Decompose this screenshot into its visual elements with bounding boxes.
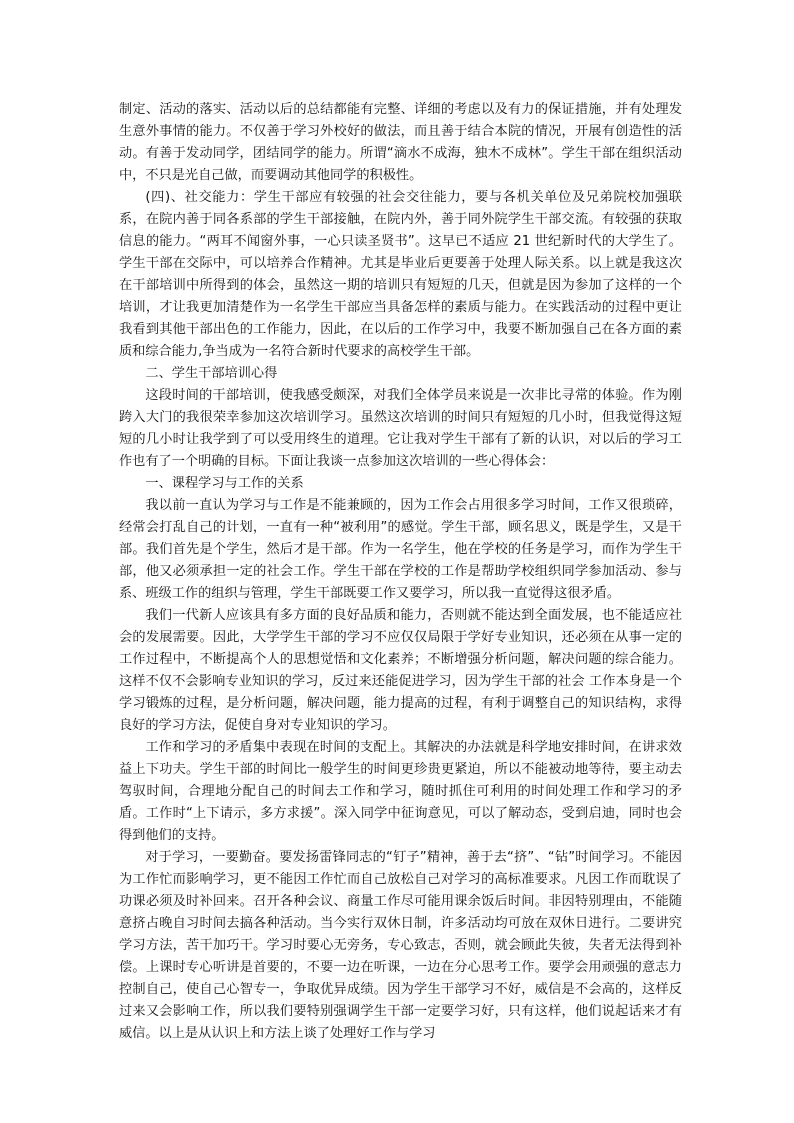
section-heading-training-experience: 二、学生干部培训心得 [145, 366, 278, 381]
paragraph-time-management: 工作和学习的矛盾集中表现在时间的支配上。其解决的办法就是科学地安排时间，在讲求效益上下功夫。学生干部的时间比一般学生的时间更珍贵更紧迫，所以不能被动地等待，要主动去驾驭时间，合理地分配自己的时间去工作和学习，随时抓住可利用的时间处理工作和学习的矛盾。工作时“上下请示，多方求援”。深入同学中征询意见，可以了解动态，受到启迪，同时也会得到他们的支持。 [119, 740, 682, 843]
paragraph-social-ability: (四)、社交能力：学生干部应有较强的社会交往能力，要与各机关单位及兄弟院校加强联系，在院内善于同各系部的学生干部接触，在院内外，善于同外院学生干部交流。有较强的获取信息的能力。“两耳不闻窗外事，一心只读圣贤书”。这早已不适应 21 世纪新时代的大学生了。学生干部在交际中，可以培养合作精神。尤其是毕业后更要善于处理人际关系。以上就是我这次在干部培训中所得到的体会，虽然这一期的培训只有短短的几天，但就是因为参加了这样的一个培训，才让我更加清楚作为一名学生干部应当具备怎样的素质与能力。在实践活动的过程中更让我看到其他干部出色的工作能力，因此，在以后的工作学习中，我要不断加强自己在各方面的素质和综合能力,争当成为一名符合新时代要求的高校学生干部。 [119, 190, 682, 359]
paragraph-comprehensive-development: 我们一代新人应该具有多方面的良好品质和能力，否则就不能达到全面发展，也不能适应社会的发展需要。因此，大学学生干部的学习不应仅仅局限于学好专业知识，还必须在从事一定的工作过程中，不断提高个人的思想觉悟和文化素养；不断增强分析问题，解决问题的综合能力。这样不仅不会影响专业知识的学习，反过来还能促进学习，因为学生干部的社会 工作本身是一个学习锻炼的过程，是分析问题，解决问题，能力提高的过程，有利于调整自己的知识结构，求得良好的学习方法，促使自身对专业知识的学习。 [119, 608, 682, 733]
paragraph-study-methods: 对于学习，一要勤奋。要发扬雷锋同志的“钉子”精神，善于去“挤”、“钻”时间学习。不能因为工作忙而影响学习，更不能因工作忙而自己放松自己对学习的高标准要求。凡因工作而耽误了功课必须及时补回来。召开各种会议、商量工作尽可能用课余饭后时间。非因特别理由，不能随意挤占晚自习时间去搞各种活动。当今实行双休日制，许多活动均可放在双休日进行。二要讲究学习方法，苦干加巧干。学习时要心无旁务，专心致志，否则，就会顾此失彼，失者无法得到补偿。上课时专心听讲是首要的，不要一边在听课，一边在分心思考工作。要学会用顽强的意志力控制自己，使自己心智专一，争取优异成绩。因为学生干部学习不好，威信是不会高的，这样反过来又会影响工作，所以我们要特别强调学生干部一定要学习好，只有这样，他们说起话来才有威信。以上是从认识上和方法上谈了处理好工作与学习 [119, 850, 682, 1041]
document-body [119, 99, 682, 1045]
paragraph-activity-organization: 制定、活动的落实、活动以后的总结都能有完整、详细的考虑以及有力的保证措施，并有处理发生意外事情的能力。不仅善于学习外校好的做法，而且善于结合本院的情况，开展有创造性的活动。有善于发动同学，团结同学的能力。所谓“滴水不成海，独木不成林”。学生干部在组织活动中，不只是光自己做，而要调动其他同学的积极性。 [119, 102, 682, 183]
paragraph-study-work-conflict: 我以前一直认为学习与工作是不能兼顾的，因为工作会占用很多学习时间，工作又很琐碎，经常会打乱自己的计划，一直有一种“被利用”的感觉。学生干部，顾名思义，既是学生，又是干部。我们首先是个学生，然后才是干部。作为一名学生，他在学校的任务是学习，而作为学生干部，他又必须承担一定的社会工作。学生干部在学校的工作是帮助学校组织同学参加活动、参与系、班级工作的组织与管理，学生干部既要工作又要学习，所以我一直觉得这很矛盾。 [119, 498, 682, 601]
paragraph-training-intro: 这段时间的干部培训，使我感受颇深，对我们全体学员来说是一次非比寻常的体验。作为刚跨入大门的我很荣幸参加这次培训学习。虽然这次培训的时间只有短短的几小时，但我觉得这短短的几小时让我学到了可以受用终生的道理。它让我对学生干部有了新的认识，对以后的学习工作也有了一个明确的目标。下面让我谈一点参加这次培训的一些心得体会： [119, 388, 682, 469]
section-heading-study-work-relation: 一、课程学习与工作的关系 [145, 476, 304, 491]
